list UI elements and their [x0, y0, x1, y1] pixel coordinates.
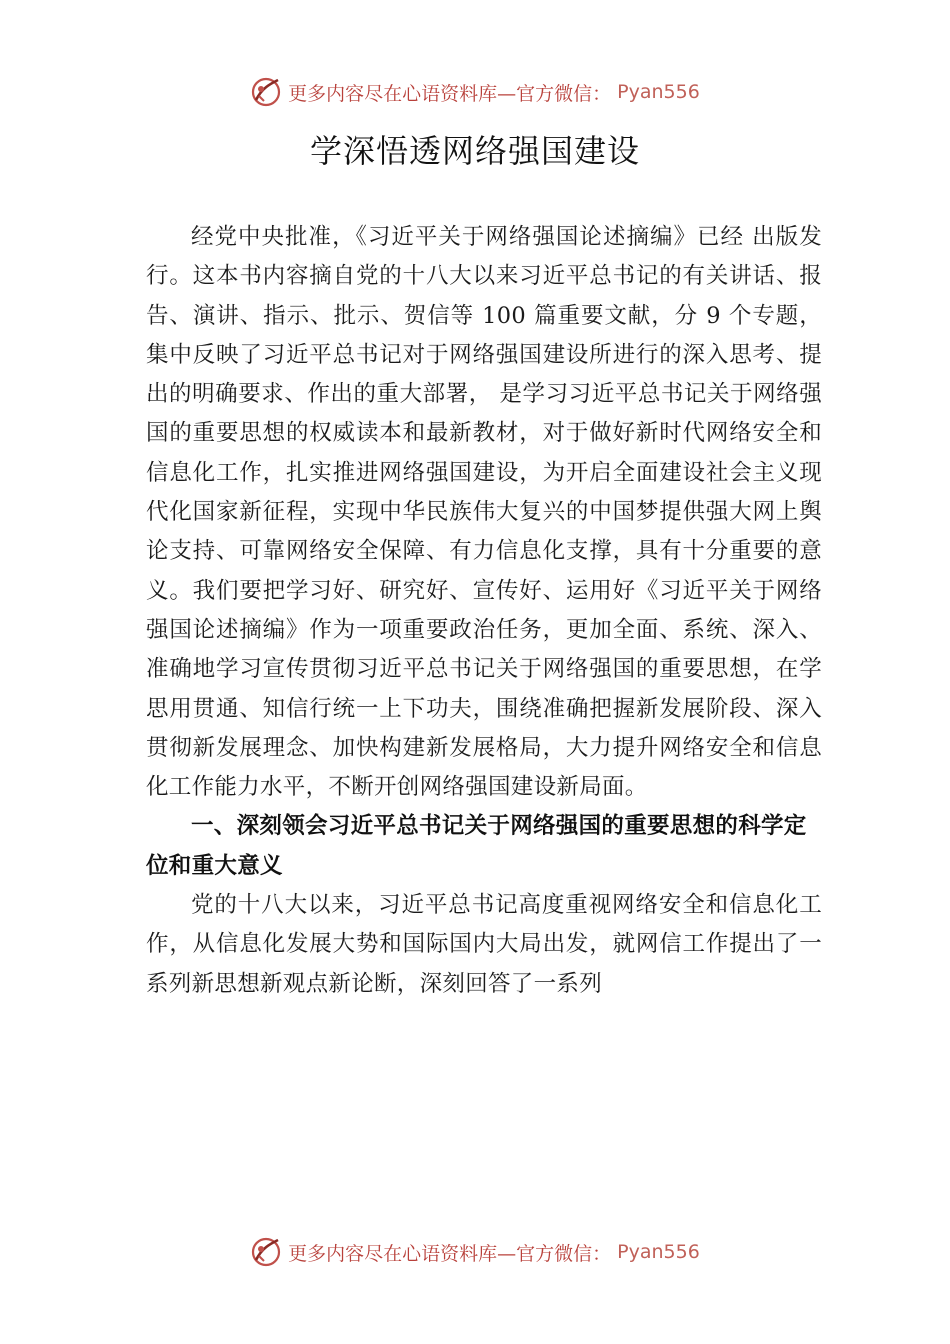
header-wechat-id: Pyan556: [617, 81, 700, 103]
section-heading-1: 一、深刻领会习近平总书记关于网络强国的重要思想的科学定位和重大意义: [146, 813, 807, 879]
paragraph-intro: 经党中央批准，《习近平关于网络强国论述摘编》已经 出版发行。这本书内容摘自党的十八大以来习近平总书记的有关讲话、报告、演讲、指示、批示、贺信等 100 篇重要文献，分 9 个专题，集中反映了习近平总书记对于网络强国建设所进行的深入思考、提出的明确要求、作出的重大部署， 是学习习近平总书记关于网络强国的重要思想的权威读本和最新教材，对于做好新时代网络安全和信息化工作，扎实推进网络强国建设，为开启全面建设社会主义现代化国家新征程，实现中华民族伟大复兴的中国梦提供强大网上舆论支持、可靠网络安全保障、有力信息化支撑，具有十分重要的意义。我们要把学习好、研究好、宣传好、运用好《习近平关于网络强国论述摘编》作为一项重要政治任务，更加全面、系统、深入、准确地学习宣传贯彻习近平总书记关于网络强国的重要思想，在学思用贯通、知信行统一上下功夫，围绕准确把握新发展阶段、深入贯彻新发展理念、加快构建新发展格局，大力提升网络安全和信息化工作能力水平，不断开创网络强国建设新局面。: [146, 224, 822, 801]
footer-banner-text: 更多内容尽在心语资料库—官方微信：: [288, 1242, 612, 1265]
pen-logo-icon: [250, 76, 282, 108]
document-title: 学深悟透网络强国建设: [309, 132, 640, 170]
header-banner-text: 更多内容尽在心语资料库—官方微信：: [288, 82, 612, 105]
footer-banner: [0, 1236, 950, 1268]
pen-logo-icon: [250, 1236, 282, 1268]
document-body: [146, 218, 822, 1004]
header-banner: [0, 76, 950, 108]
footer-wechat-id: Pyan556: [617, 1241, 700, 1263]
paragraph-section-1: 党的十八大以来，习近平总书记高度重视网络安全和信息化工作，从信息化发展大势和国际国内大局出发，就网信工作提出了一系列新思想新观点新论断，深刻回答了一系列: [146, 892, 822, 997]
